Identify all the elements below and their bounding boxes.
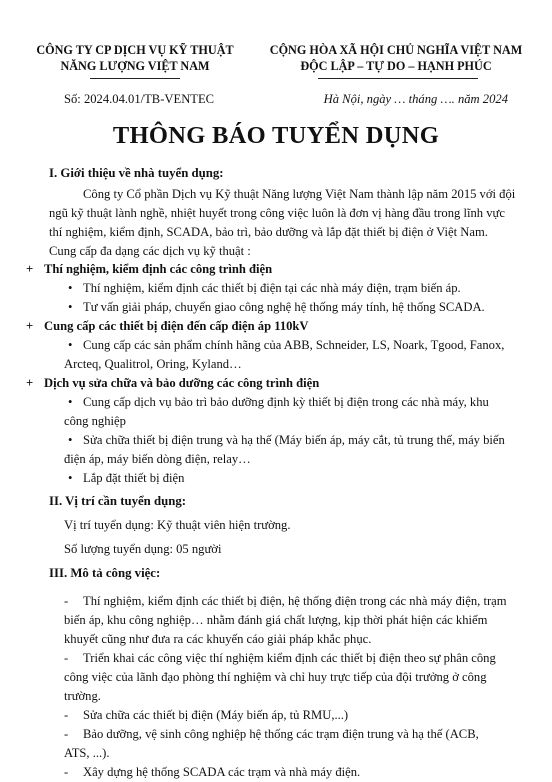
plus-marker: +	[26, 262, 34, 276]
company-name-line2: NĂNG LƯỢNG VIỆT NAM	[60, 59, 210, 73]
job-line: Triển khai các công việc thí nghiệm kiểm định các thiết bị điện theo sự phân công	[83, 651, 496, 665]
dash-marker: -	[64, 727, 69, 741]
job-line: Bảo dưỡng, vệ sinh công nghiệp hệ thống các trạm điện trung và hạ thế (ACB,	[83, 727, 479, 741]
bullet-dot: •	[68, 300, 73, 314]
service-item: Cung cấp các sản phẩm chính hãng của ABB, Schneider, LS, Noark, Tgood, Fanox,	[83, 338, 505, 352]
intro-line: thí nghiệm, kiểm định, SCADA, bảo trì, bảo dưỡng và lắp đặt thiết bị điện ở Việt Nam.	[49, 225, 488, 239]
company-underline	[90, 78, 180, 79]
service-item: Cung cấp dịch vụ bảo trì bảo dưỡng định kỳ thiết bị điện trong các nhà máy, khu	[83, 395, 489, 409]
section3-heading: III. Mô tả công việc:	[49, 566, 161, 580]
bullet-dot: •	[68, 338, 73, 352]
job-line: khuyết cũng như đưa ra các khuyến cáo giải pháp khắc phục.	[64, 632, 372, 646]
nation-header	[255, 42, 537, 74]
plus-marker: +	[26, 319, 34, 333]
intro-line: ngũ kỹ thuật lành nghề, nhiệt huyết trong công việc luôn là đơn vị hàng đầu trong lĩnh vực	[49, 206, 505, 220]
dash-marker: -	[64, 765, 69, 779]
bullet-dot: •	[68, 433, 73, 447]
document-date: Hà Nội, ngày … tháng …. năm 2024	[323, 92, 508, 106]
dash-marker: -	[64, 594, 69, 608]
service-item: Sửa chữa thiết bị điện trung và hạ thế (Máy biến áp, máy cắt, tủ trung thế, máy biến	[83, 433, 505, 447]
intro-line: Cung cấp đa dạng các dịch vụ kỹ thuật :	[49, 244, 251, 258]
page-title: THÔNG BÁO TUYỂN DỤNG	[112, 122, 440, 149]
service-item: Tư vấn giải pháp, chuyển giao công nghệ hệ thống máy tính, hệ thống SCADA.	[83, 300, 485, 314]
intro-line: Công ty Cổ phần Dịch vụ Kỹ thuật Năng lượng Việt Nam thành lập năm 2015 với đội	[83, 187, 516, 201]
job-line: trường.	[64, 689, 101, 703]
position-text: Vị trí tuyển dụng: Kỹ thuật viên hiện trường.	[64, 518, 291, 532]
service-item: Thí nghiệm, kiểm định các thiết bị điện tại các nhà máy điện, trạm biến áp.	[83, 281, 461, 295]
company-header	[20, 42, 250, 74]
job-line: công việc của lãnh đạo phòng thí nghiệm và chỉ huy trực tiếp của đội trưởng ở công	[64, 670, 487, 684]
service-item: Lắp đặt thiết bị điện	[83, 471, 185, 485]
bullet-dot: •	[68, 281, 73, 295]
reference-number: Số: 2024.04.01/TB-VENTEC	[64, 92, 215, 106]
service-item: điện áp, máy biến dòng điện, relay…	[64, 452, 251, 466]
job-line: ATS, ...).	[64, 746, 110, 760]
job-line: Sửa chữa các thiết bị điện (Máy biến áp, tủ RMU,...)	[83, 708, 349, 722]
section2-heading: II. Vị trí cần tuyển dụng:	[49, 494, 186, 508]
bullet-dot: •	[68, 471, 73, 485]
job-line: Xây dựng hệ thống SCADA các trạm và nhà máy điện.	[83, 765, 361, 779]
service-title: Dịch vụ sửa chữa và bảo dưỡng các công trình điện	[44, 376, 320, 390]
dash-marker: -	[64, 708, 69, 722]
service-title: Cung cấp các thiết bị điện đến cấp điện áp 110kV	[44, 319, 309, 333]
job-line: biến áp, khu công nghiệp… nhằm đánh giá chất lượng, kịp thời phát hiện các khiếm	[64, 613, 488, 627]
section1-heading: I. Giới thiệu về nhà tuyển dụng:	[49, 166, 224, 180]
nation-line2: ĐỘC LẬP – TỰ DO – HẠNH PHÚC	[300, 59, 492, 73]
service-item: Arcteq, Qualitrol, Oring, Kyland…	[64, 357, 242, 371]
service-title: Thí nghiệm, kiểm định các công trình điện	[44, 262, 273, 276]
plus-marker: +	[26, 376, 34, 390]
bullet-dot: •	[68, 395, 73, 409]
nation-line1: CỘNG HÒA XÃ HỘI CHỦ NGHĨA VIỆT NAM	[269, 43, 523, 57]
company-name-line1: CÔNG TY CP DỊCH VỤ KỸ THUẬT	[36, 43, 234, 57]
quantity-text: Số lượng tuyển dụng: 05 người	[64, 542, 222, 556]
dash-marker: -	[64, 651, 69, 665]
service-item: công nghiệp	[64, 414, 126, 428]
nation-underline	[318, 78, 478, 79]
job-line: Thí nghiệm, kiểm định các thiết bị điện, hệ thống điện trong các nhà máy điện, trạm	[83, 594, 507, 608]
